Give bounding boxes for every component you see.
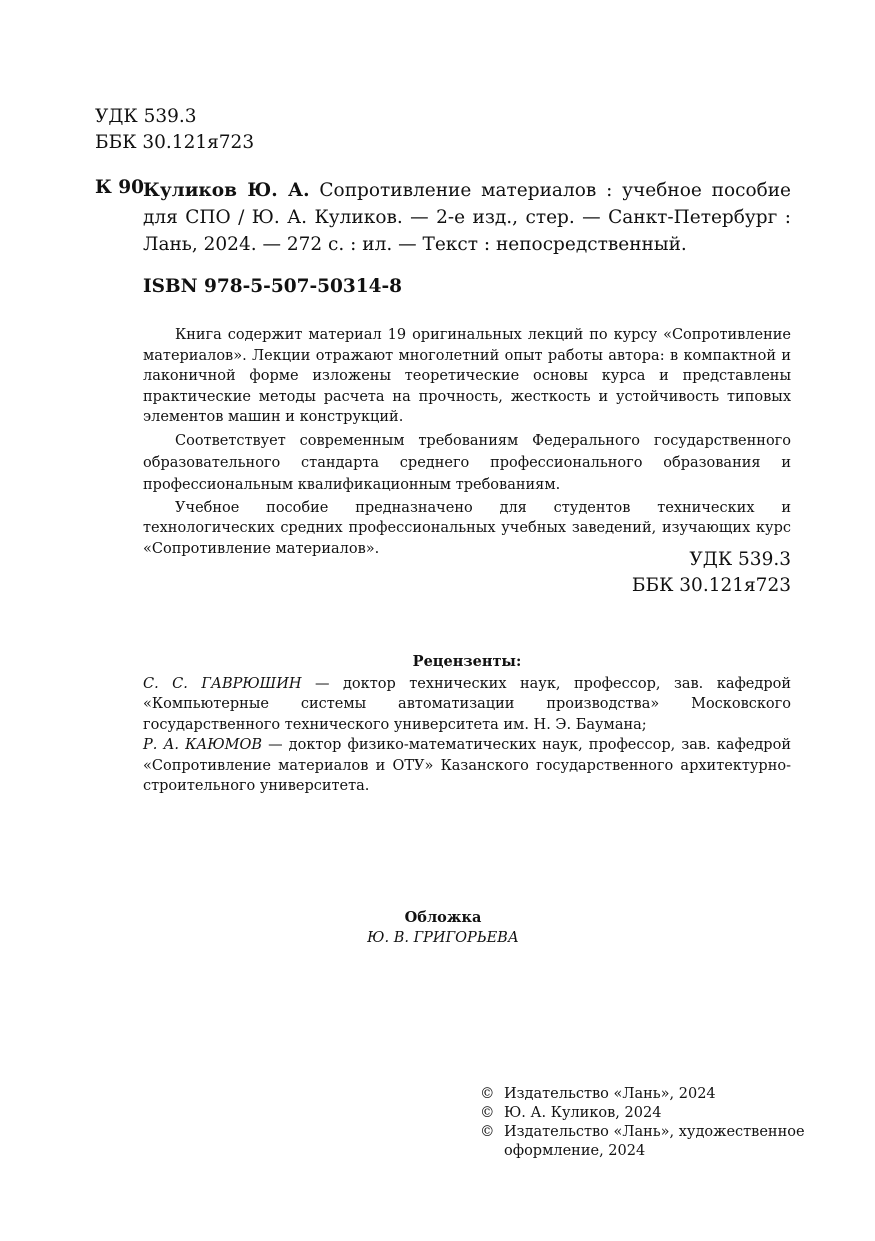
annotation — [143, 325, 791, 561]
cover-artist: Ю. В. ГРИГОРЬЕВА — [367, 930, 519, 946]
reviewer-description: — доктор технических наук, профессор, зав. кафедрой «Компьютерные системы автоматизации производства» Московского государственного технического университета им. Н. Э. Баумана; — [143, 675, 791, 733]
annotation-paragraph: Учебное пособие предназначено для студентов технических и технологических средних профессиональных учебных заведений, изучающих курс «Сопротивление материалов». — [143, 499, 791, 557]
classification-codes-top — [95, 104, 254, 156]
udk-code-right: УДК 539.3 — [689, 549, 791, 570]
reviewer-name: С. С. ГАВРЮШИН — [143, 675, 302, 692]
copyright-line — [480, 1123, 810, 1161]
author-sign: К 90 — [95, 177, 145, 198]
annotation-paragraph: Книга содержит материал 19 оригинальных лекций по курсу «Сопротивление материалов». Лекции отражают многолетний опыт работы автора: в компактной и лаконичной форме изложены теоретические основы курса и представлены практические методы расчета на прочность, жесткость и устойчивость типовых элементов машин и конструкций. — [143, 327, 791, 425]
copyright-icon: © — [480, 1124, 495, 1140]
annotation-paragraph: Соответствует современным требованиям Федерального государственного образовательного стандарта среднего профессионального образования и профессиональным квалификационным требованиям. — [143, 432, 791, 493]
copyright-icon: © — [480, 1086, 495, 1102]
udk-code: УДК 539.3 — [95, 106, 197, 127]
bbk-code-right: ББК 30.121я723 — [631, 575, 791, 596]
copyright-line — [480, 1085, 810, 1104]
copyright-text: Ю. А. Куликов, 2024 — [504, 1105, 662, 1121]
reviewer-name: Р. А. КАЮМОВ — [143, 737, 263, 753]
isbn: ISBN 978-5-507-50314-8 — [143, 276, 403, 297]
bibliographic-description — [143, 177, 791, 258]
reviewer-description: — доктор физико-математических наук, профессор, зав. кафедрой «Сопротивление материалов и ОТУ» Казанского государственного архитектурно-строительного университета. — [143, 737, 791, 794]
copyright-line — [480, 1104, 810, 1123]
copyright-text: Издательство «Лань», художественное оформление, 2024 — [504, 1124, 805, 1159]
cover-credit — [143, 908, 743, 948]
reviewer-entry — [143, 674, 791, 736]
citation-text: Сопротивление материалов : учебное пособие для СПО / Ю. А. Куликов. — 2-е изд., стер. — Санкт-Петербург : Лань, 2024. — 272 с. : ил. — Текст : непосредственный. — [143, 180, 791, 255]
classification-codes-right — [560, 547, 791, 599]
copyright-icon: © — [480, 1105, 495, 1121]
copyright-text: Издательство «Лань», 2024 — [504, 1086, 716, 1102]
cover-title: Обложка — [404, 909, 482, 926]
reviewer-entry — [143, 735, 791, 797]
bbk-code: ББК 30.121я723 — [95, 132, 255, 153]
reviewers-title: Рецензенты: — [412, 653, 522, 670]
reviewers-section — [143, 652, 791, 797]
copyright-block — [480, 1085, 810, 1161]
citation-author: Куликов Ю. А. — [143, 180, 310, 201]
